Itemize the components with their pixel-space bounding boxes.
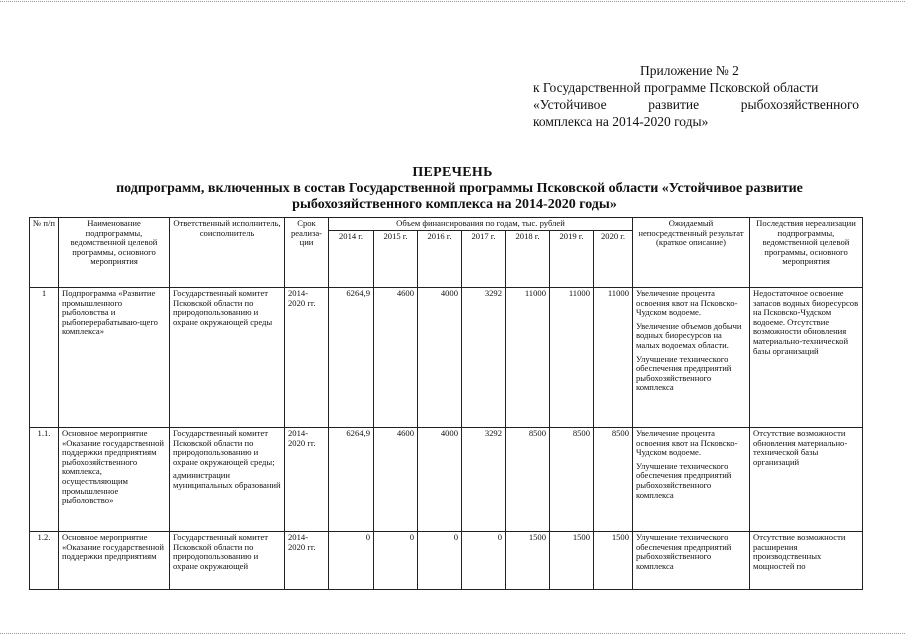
appendix-reference: к Государственной программе Псковской области <box>533 80 819 95</box>
row-result <box>633 288 750 428</box>
header-year: 2014 г. <box>329 231 374 288</box>
row-value-2014: 0 <box>329 532 374 590</box>
row-value-2018: 11000 <box>506 288 550 428</box>
row-value-2019: 1500 <box>550 532 594 590</box>
row-consequence: Недостаточное освоение запасов водных биоресурсов на Псковско-Чудском водоеме. Отсутствие возможности обновления материально-технической базы организаций <box>750 288 863 428</box>
row-value-2020: 11000 <box>594 288 633 428</box>
subprograms-table <box>29 217 863 590</box>
document-title <box>0 165 905 213</box>
executor-line: администрации муниципальных образований <box>173 470 281 490</box>
row-name: Основное мероприятие «Оказание государственной поддержки предприятиям <box>59 532 170 590</box>
row-value-2016: 4000 <box>418 288 462 428</box>
row-value-2020: 8500 <box>594 428 633 532</box>
header-period: Срок реализа-ции <box>285 218 329 288</box>
table-row <box>30 428 863 532</box>
row-executor <box>170 428 285 532</box>
header-consequence: Последствия нереализации подпрограммы, ведомственной целевой программы, основного мероприятия <box>750 218 863 288</box>
row-value-2014: 6264,9 <box>329 428 374 532</box>
table-row <box>30 532 863 590</box>
header-year: 2019 г. <box>550 231 594 288</box>
row-consequence: Отсутствие возможности обновления материально-технической базы организаций <box>750 428 863 532</box>
row-result <box>633 428 750 532</box>
result-item: Улучшение технического обеспечения предприятий рыбохозяйственного комплекса <box>636 532 732 571</box>
row-value-2015: 0 <box>374 532 418 590</box>
row-num: 1.2. <box>30 532 59 590</box>
title-subheading: подпрограмм, включенных в состав Государственной программы Псковской области «Устойчивое развитие <box>116 181 803 196</box>
executor-line: Государственный комитет Псковской области по природопользованию и охране окружающей среды; <box>173 428 275 467</box>
appendix-program-period: комплекса на 2014-2020 годы» <box>533 114 709 129</box>
header-year: 2015 г. <box>374 231 418 288</box>
row-value-2017: 3292 <box>462 428 506 532</box>
result-item: Увеличение процента освоения квот на Псковско-Чудском водоеме. <box>636 288 738 318</box>
header-result: Ожидаемый непосредственный результат (краткое описание) <box>633 218 750 288</box>
result-item: Улучшение технического обеспечения предприятий рыбохозяйственного комплекса <box>636 353 732 393</box>
executor-line: Государственный комитет Псковской области по природопользованию и охране окружающей <box>173 532 269 571</box>
header-year: 2017 г. <box>462 231 506 288</box>
executor-line: Государственный комитет Псковской области по природопользованию и охране окружающей среды <box>173 288 273 327</box>
row-executor <box>170 288 285 428</box>
row-executor <box>170 532 285 590</box>
row-name: Подпрограмма «Развитие промышленного рыболовства и рыбоперерабатываю-щего комплекса» <box>59 288 170 428</box>
row-value-2017: 0 <box>462 532 506 590</box>
header-year: 2016 г. <box>418 231 462 288</box>
row-value-2016: 4000 <box>418 428 462 532</box>
row-value-2017: 3292 <box>462 288 506 428</box>
header-executor: Ответственный исполнитель, соисполнитель <box>170 218 285 288</box>
appendix-block <box>533 62 859 130</box>
row-name: Основное мероприятие «Оказание государственной поддержки предприятиям рыбохозяйственного комплекса, осуществляющим промышленное рыболовство» <box>59 428 170 532</box>
scan-edge-bottom <box>0 633 905 634</box>
row-value-2018: 8500 <box>506 428 550 532</box>
result-item: Улучшение технического обеспечения предприятий рыбохозяйственного комплекса <box>636 460 732 500</box>
row-value-2016: 0 <box>418 532 462 590</box>
row-value-2015: 4600 <box>374 428 418 532</box>
row-period: 2014-2020 гг. <box>285 288 329 428</box>
row-consequence: Отсутствие возможности расширения производственных мощностей по <box>750 532 863 590</box>
row-value-2015: 4600 <box>374 288 418 428</box>
header-year: 2020 г. <box>594 231 633 288</box>
row-period: 2014-2020 гг. <box>285 428 329 532</box>
header-name: Наименование подпрограммы, ведомственной целевой программы, основного мероприятия <box>59 218 170 288</box>
result-item: Увеличение объемов добычи водных биоресурсов на малых водоемах области. <box>636 320 742 350</box>
scan-edge-top <box>0 1 905 2</box>
header-funding: Объем финансирования по годам, тыс. рублей <box>329 218 633 231</box>
row-result <box>633 532 750 590</box>
row-value-2014: 6264,9 <box>329 288 374 428</box>
row-num: 1 <box>30 288 59 428</box>
row-value-2018: 1500 <box>506 532 550 590</box>
row-value-2019: 8500 <box>550 428 594 532</box>
title-heading: ПЕРЕЧЕНЬ <box>412 165 493 180</box>
row-value-2019: 11000 <box>550 288 594 428</box>
row-num: 1.1. <box>30 428 59 532</box>
result-item: Увеличение процента освоения квот на Псковско-Чудском водоеме. <box>636 428 738 458</box>
table-row <box>30 288 863 428</box>
row-period: 2014-2020 гг. <box>285 532 329 590</box>
table-header-row <box>30 218 863 231</box>
header-num: № п/п <box>30 218 59 288</box>
appendix-program-name: «Устойчивое развитие рыбохозяйственного <box>533 97 859 112</box>
appendix-number: Приложение № 2 <box>640 63 739 78</box>
title-subheading-cont: рыбохозяйственного комплекса на 2014-2020 годы» <box>292 197 617 212</box>
header-year: 2018 г. <box>506 231 550 288</box>
row-value-2020: 1500 <box>594 532 633 590</box>
